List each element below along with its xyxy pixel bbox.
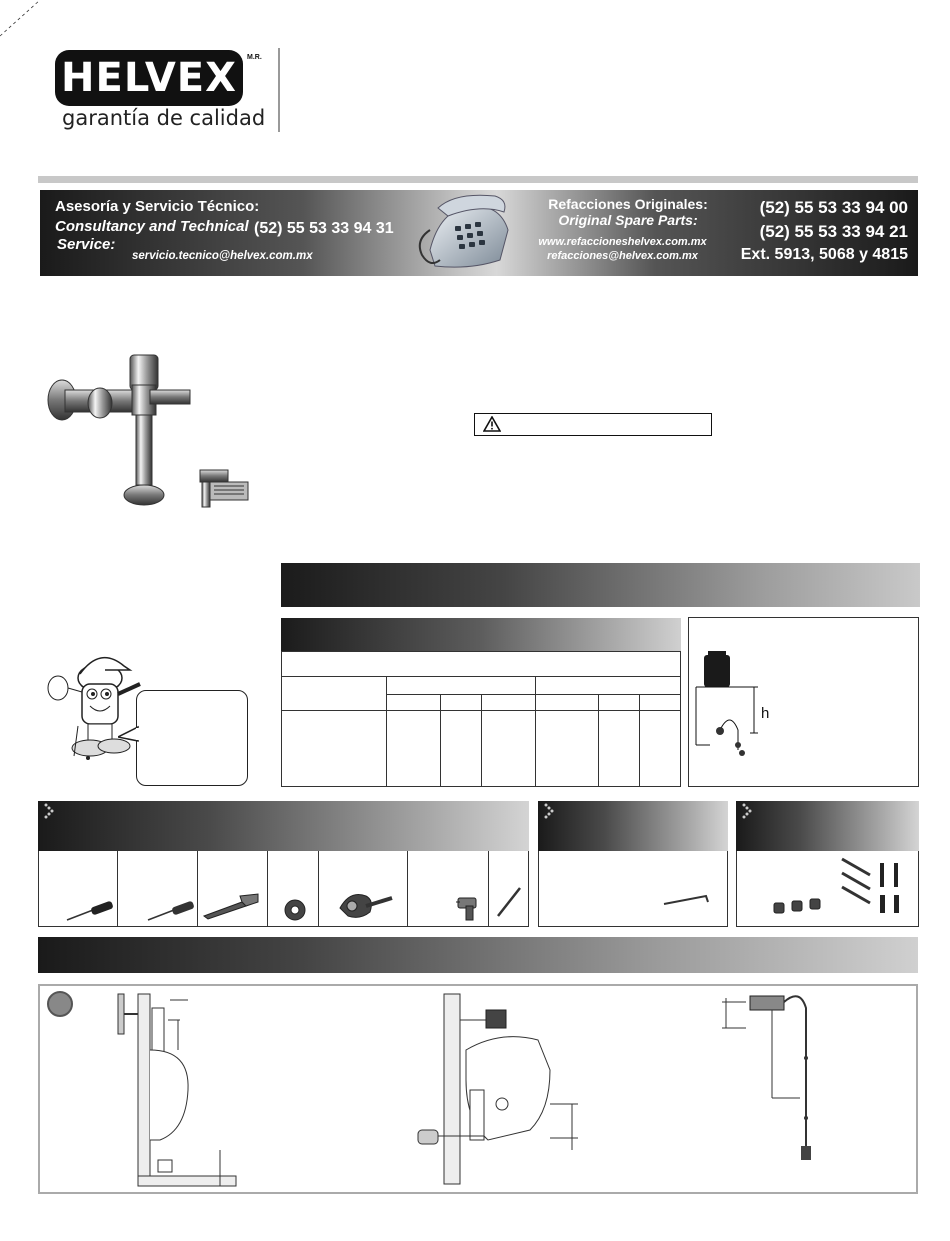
speech-bubble-tail (118, 725, 140, 745)
telephone-icon (400, 190, 520, 276)
tech-service-title: Asesoría y Servicio Técnico: (55, 198, 260, 215)
urinal-side-view-drawing (90, 990, 250, 1190)
section-header-tools (38, 801, 529, 851)
chevron-right-icon (44, 803, 54, 819)
contact-phone-1[interactable]: (52) 55 53 33 94 00 (759, 198, 908, 217)
contact-extensions: Ext. 5913, 5068 y 4815 (740, 246, 908, 263)
anchors-and-screws-icon (770, 855, 910, 923)
spare-parts-title-en: Original Spare Parts: (558, 212, 698, 228)
warning-icon (483, 416, 501, 432)
chevron-right-icon (544, 803, 554, 819)
contact-phone-2[interactable]: (52) 55 53 33 94 21 (759, 222, 908, 241)
specifications-table (281, 651, 681, 787)
tank-height-diagram (690, 645, 770, 760)
section-header-specifications (281, 563, 920, 607)
speech-bubble (136, 690, 248, 786)
pipe-wrench-icon (202, 892, 262, 920)
header-divider (278, 48, 280, 132)
height-label: h (761, 705, 770, 722)
tech-service-title-en: Consultancy and Technical (55, 218, 249, 235)
warning-box (474, 413, 712, 436)
flat-screwdriver-icon (146, 900, 196, 922)
allen-key-icon (662, 892, 710, 906)
spare-parts-website[interactable]: www.refaccioneshelvex.com.mx (538, 236, 707, 248)
included-tool-cell (538, 851, 728, 927)
top-rule (38, 176, 918, 183)
section-header-installation (38, 937, 918, 973)
pencil-icon (494, 884, 524, 920)
brand-tagline: garantía de calidad (62, 106, 266, 130)
tech-service-email[interactable]: servicio.tecnico@helvex.com.mx (132, 250, 313, 262)
flush-valve-dimension-drawing (700, 988, 840, 1178)
teflon-tape-icon (282, 898, 308, 922)
section-header-included-tool (538, 801, 728, 851)
crop-mark (0, 0, 45, 40)
pipe-cutter-icon (330, 888, 396, 922)
spare-parts-title: Refacciones Originales: (548, 196, 708, 212)
chevron-right-icon (742, 803, 752, 819)
phillips-screwdriver-icon (65, 900, 115, 922)
urinal-front-view-drawing (410, 990, 590, 1190)
spare-parts-email[interactable]: refacciones@helvex.com.mx (547, 250, 698, 262)
brand-name: HELVEX (61, 55, 237, 101)
registered-mark: M.R. (247, 54, 262, 61)
flush-valve-image (40, 345, 265, 515)
section-header-fixings (736, 801, 919, 851)
drill-icon (454, 894, 484, 922)
step-number-badge (47, 991, 73, 1017)
section-header-pressure-table (281, 618, 681, 651)
tech-service-phone[interactable]: (52) 55 53 33 94 31 (254, 220, 394, 237)
tech-service-title-en-2: Service: (57, 236, 116, 253)
